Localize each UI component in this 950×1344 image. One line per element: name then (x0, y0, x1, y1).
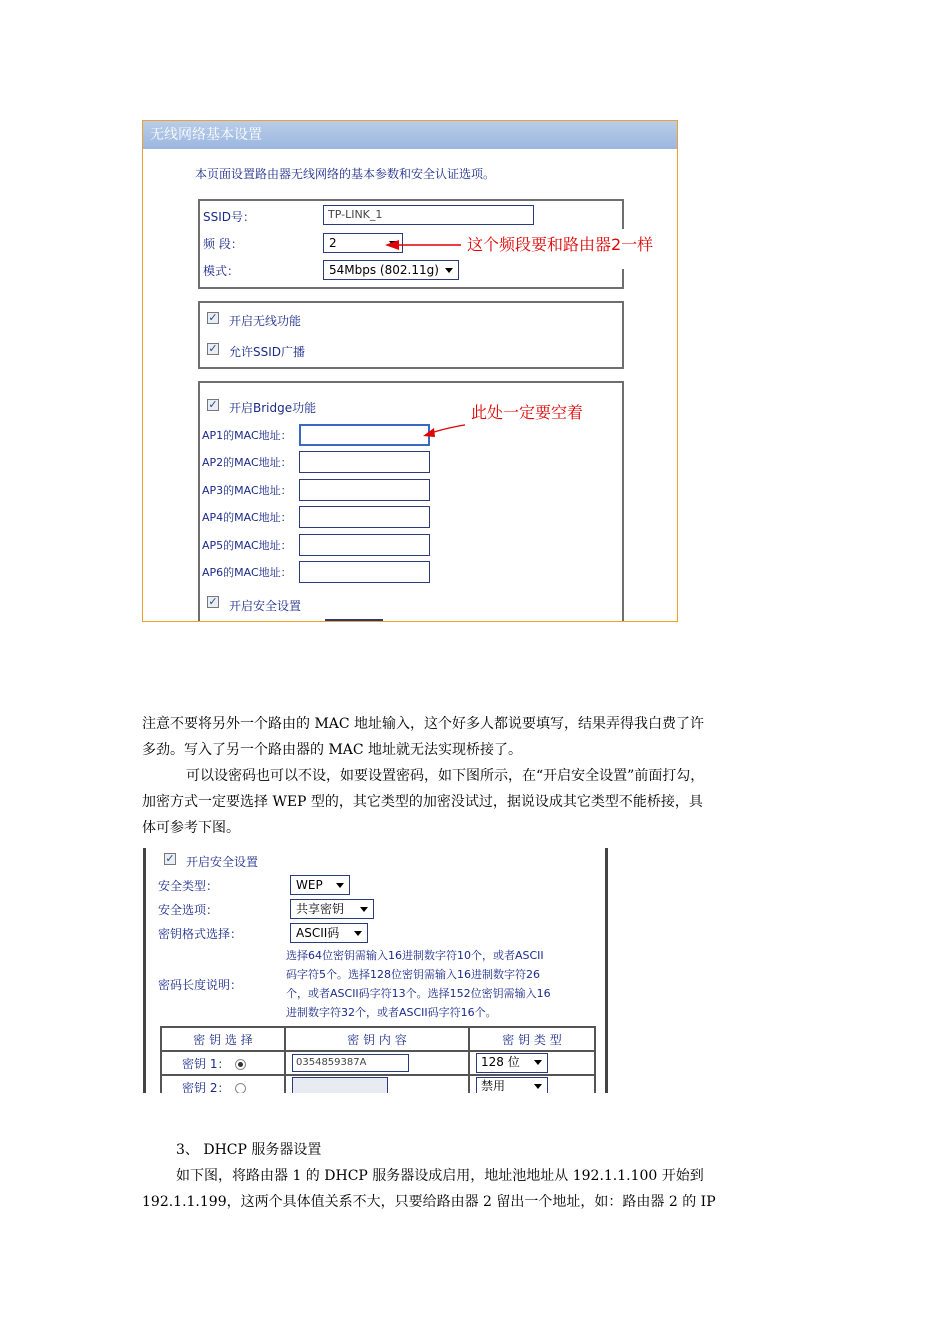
enable-bridge-checkbox[interactable]: ✓ (208, 398, 218, 411)
enable-security-checkbox[interactable]: ✓ (208, 595, 218, 608)
paragraph-2-line-2: 加密方式一定要选择 WEP 型的，其它类型的加密没试过，据说设成其它类型不能桥接，具 (142, 794, 703, 810)
ssid-label: SSID号： (203, 210, 256, 224)
paragraph-3-line-1: 如下图，将路由器 1 的 DHCP 服务器设成启用，地址池地址从 192.1.1.100 开始到 (176, 1168, 704, 1184)
ap3-mac-label: AP3的MAC地址： (202, 484, 292, 497)
ssid-input[interactable]: TP-LINK_1 (323, 205, 534, 225)
table-row (161, 1075, 595, 1093)
key2-content-cell (285, 1075, 469, 1093)
security-option-value: 共享密钥 (296, 902, 345, 916)
panel-header: 无线网络基本设置 (143, 121, 677, 149)
panel-intro: 本页面设置路由器无线网络的基本参数和安全认证选项。 (195, 167, 496, 181)
password-length-desc-4: 进制数字符32个，或者ASCII码字符16个。 (286, 1006, 497, 1019)
enable-security-checkbox[interactable]: ✓ (165, 852, 175, 865)
table-row (161, 1051, 595, 1075)
key2-type-select[interactable] (476, 1077, 548, 1093)
key1-radio[interactable] (235, 1059, 246, 1070)
chevron-down-icon (360, 907, 368, 912)
ap6-mac-input[interactable] (299, 561, 430, 583)
mode-value: 54Mbps (802.11g) (329, 263, 439, 277)
key1-select-cell (161, 1051, 285, 1075)
key1-type-cell (469, 1051, 595, 1075)
ap6-mac-label: AP6的MAC地址： (202, 566, 292, 579)
chevron-down-icon (445, 268, 453, 273)
security-type-value: WEP (296, 878, 323, 892)
password-length-desc-2: 码字符5个。选择128位密钥需输入16进制数字符26 (286, 968, 540, 981)
enable-security-label: 开启安全设置 (229, 599, 302, 613)
chevron-down-icon (336, 883, 344, 888)
col-key-select: 密 钥 选 择 (161, 1027, 285, 1051)
ap2-mac-label: AP2的MAC地址： (202, 456, 292, 469)
password-length-label: 密码长度说明： (158, 978, 243, 992)
paragraph-1-line-2: 多劲。写入了另一个路由器的 MAC 地址就无法实现桥接了。 (142, 742, 523, 758)
band-label: 频 段： (203, 237, 243, 251)
allow-ssid-label: 允许SSID广播 (229, 345, 306, 359)
key-format-select[interactable] (290, 923, 368, 943)
ap1-mac-label: AP1的MAC地址： (202, 429, 292, 442)
ap5-mac-label: AP5的MAC地址： (202, 539, 292, 552)
ap2-mac-input[interactable] (299, 451, 430, 473)
key1-type-value: 128 位 (481, 1055, 520, 1069)
button-edge (325, 619, 383, 622)
ap5-mac-input[interactable] (299, 534, 430, 556)
key1-input[interactable]: 0354859387A (292, 1054, 409, 1072)
security-type-label: 安全类型： (158, 879, 219, 893)
allow-ssid-checkbox[interactable]: ✓ (208, 342, 218, 355)
ap3-mac-input[interactable] (299, 479, 430, 501)
band-annotation: 这个频段要和路由器2一样 (461, 229, 675, 269)
enable-bridge-label: 开启Bridge功能 (229, 401, 317, 415)
password-length-desc-1: 选择64位密钥需输入16进制数字符10个，或者ASCII (286, 949, 544, 962)
chevron-down-icon (534, 1084, 542, 1089)
col-key-type: 密 钥 类 型 (469, 1027, 595, 1051)
key-format-label: 密钥格式选择： (158, 927, 243, 941)
ap4-mac-label: AP4的MAC地址： (202, 511, 292, 524)
wep-security-screenshot (143, 848, 608, 1093)
enable-wireless-label: 开启无线功能 (229, 314, 302, 328)
key2-type-cell (469, 1075, 595, 1093)
key-table (160, 1026, 596, 1093)
col-key-content: 密 钥 内 容 (285, 1027, 469, 1051)
table-header-row (161, 1027, 595, 1051)
mode-label: 模式： (203, 264, 240, 278)
key2-select-cell (161, 1075, 285, 1093)
wireless-basic-settings-screenshot (142, 120, 678, 622)
red-arrow-icon (383, 237, 473, 253)
key2-label: 密钥 2： (182, 1080, 230, 1093)
enable-wireless-checkbox[interactable]: ✓ (208, 311, 218, 324)
security-option-select[interactable] (290, 899, 374, 919)
chevron-down-icon (354, 931, 362, 936)
key2-input[interactable] (292, 1077, 388, 1093)
mac-annotation: 此处一定要空着 (465, 397, 607, 439)
enable-security-label: 开启安全设置 (186, 855, 259, 869)
paragraph-2-line-3: 体可参考下图。 (142, 820, 240, 836)
security-option-label: 安全选项： (158, 903, 219, 917)
key2-type-value: 禁用 (481, 1079, 506, 1093)
mode-select[interactable] (323, 260, 459, 280)
band-value: 2 (329, 236, 337, 250)
section-3-heading: 3、 DHCP 服务器设置 (176, 1142, 322, 1158)
paragraph-1-line-1: 注意不要将另外一个路由的 MAC 地址输入，这个好多人都说要填写，结果弄得我白费了许 (142, 716, 705, 732)
security-type-select[interactable] (290, 875, 350, 895)
ap1-mac-input[interactable] (299, 424, 430, 446)
chevron-down-icon (534, 1060, 542, 1065)
paragraph-3-line-2: 192.1.1.199，这两个具体值关系不大，只要给路由器 2 留出一个地址，如：路由器 2 的 IP (142, 1194, 716, 1210)
key-format-value: ASCII码 (296, 926, 340, 940)
password-length-desc-3: 个，或者ASCII码字符13个。选择152位密钥需输入16 (286, 987, 551, 1000)
paragraph-2-line-1: 可以设密码也可以不设，如要设置密码，如下图所示，在“开启安全设置”前面打勾， (186, 768, 705, 784)
key1-content-cell (285, 1051, 469, 1075)
key1-label: 密钥 1： (182, 1056, 230, 1071)
key1-type-select[interactable] (476, 1053, 548, 1073)
ap4-mac-input[interactable] (299, 506, 430, 528)
key2-radio[interactable] (235, 1083, 246, 1094)
